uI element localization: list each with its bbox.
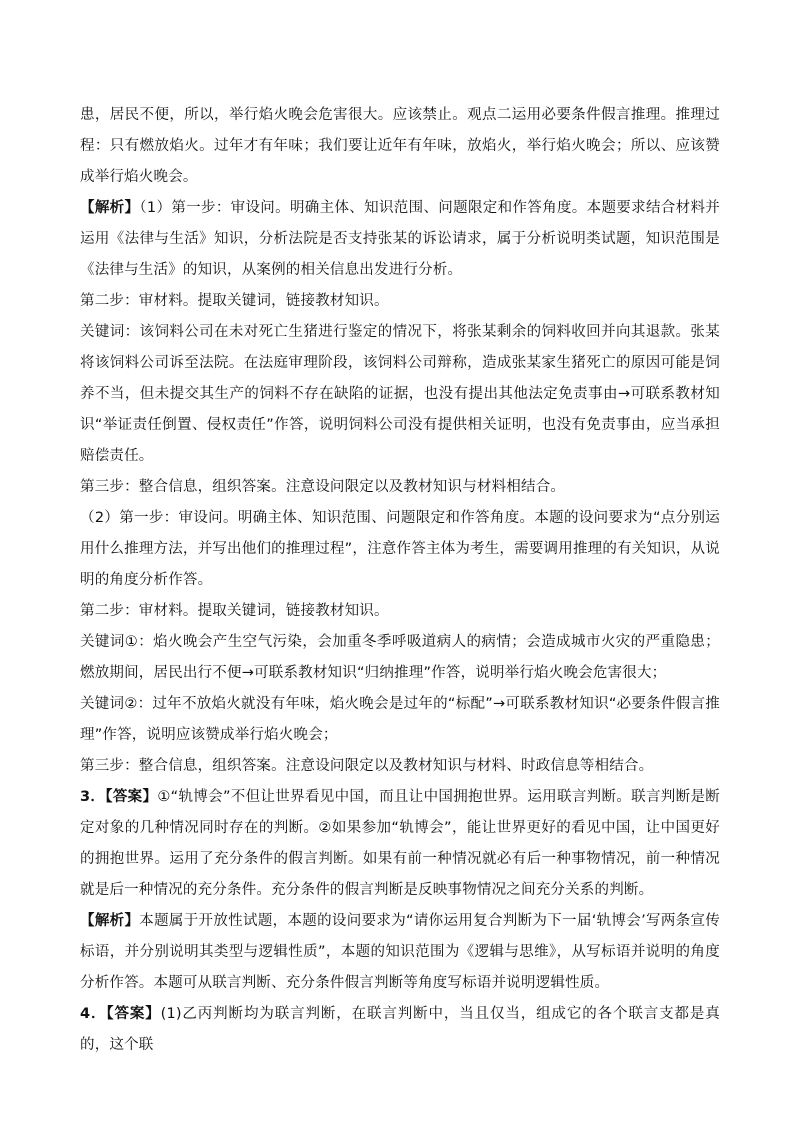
paragraph-12: 【解析】本题属于开放性试题，本题的设问要求为“请你运用复合判断为下一届‘轨博会’写两条宣传标语，并分别说明其类型与逻辑性质”，本题的知识范围为《逻辑与思维》，从写标语并说明的角度分析作答。本题可从联言判断、充分条件假言判断等角度写标语并说明逻辑性质。 bbox=[80, 913, 720, 991]
paragraph-8: 关键词①：焰火晚会产生空气污染，会加重冬季呼吸道病人的病情；会造成城市火灾的严重隐患；燃放期间，居民出行不便→可联系教材知识“归纳推理”作答，说明举行焰火晚会危害很大； bbox=[80, 634, 720, 681]
paragraph-4: 关键词：该饲料公司在未对死亡生猪进行鉴定的情况下，将张某剩余的饲料收回并向其退款。张某将该饲料公司诉至法院。在法庭审理阶段，该饲料公司辩称，造成张某家生猪死亡的原因可能是饲养不当，但未提交其生产的饲料不存在缺陷的证据，也没有提出其他法定免责事由→可联系教材知识“举证责任倒置、侵权责任”作答，说明饲料公司没有提供相关证明，也没有免责事由，应当承担赔偿责任。 bbox=[80, 324, 720, 464]
paragraph-1: 患，居民不便，所以，举行焰火晚会危害很大。应该禁止。观点二运用必要条件假言推理。推理过程：只有燃放焰火。过年才有年味；我们要让近年有年味，放焰火，举行焰火晚会；所以、应该赞成举行焰火晚会。 bbox=[80, 107, 720, 185]
paragraph-13: 4．【答案】(1)乙丙判断均为联言判断，在联言判断中，当且仅当，组成它的各个联言支都是真的，这个联 bbox=[80, 1006, 720, 1053]
paragraph-6: （2）第一步：审设问。明确主体、知识范围、问题限定和作答角度。本题的设问要求为“点分别运用什么推理方法，并写出他们的推理过程”，注意作答主体为考生，需要调用推理的有关知识，从说明的角度分析作答。 bbox=[80, 510, 720, 588]
paragraph-2: 【解析】（1）第一步：审设问。明确主体、知识范围、问题限定和作答角度。本题要求结合材料并运用《法律与生活》知识，分析法院是否支持张某的诉讼请求，属于分析说明类试题，知识范围是《法律与生活》的知识，从案例的相关信息出发进行分析。 bbox=[80, 200, 720, 278]
paragraph-10: 第三步：整合信息，组织答案。注意设问限定以及教材知识与材料、时政信息等相结合。 bbox=[80, 758, 654, 774]
answer-label: 4．【答案】 bbox=[80, 1006, 161, 1022]
section-label: 【解析】 bbox=[80, 913, 140, 929]
paragraph-11: 3．【答案】①“轨博会”不但让世界看见中国，而且让中国拥抱世界。运用联言判断。联言判断是断定对象的几种情况同时存在的判断。②如果参加“轨博会”，能让世界更好的看见中国，让中国更好的拥抱世界。运用了充分条件的假言判断。如果有前一种情况就必有后一种事物情况，前一种情况就是后一种情况的充分条件。充分条件的假言判断是反映事物情况之间充分关系的判断。 bbox=[80, 789, 720, 898]
document-body bbox=[80, 100, 720, 1061]
paragraph-9: 关键词②：过年不放焰火就没有年味，焰火晚会是过年的“标配”→可联系教材知识“必要条件假言推理”作答，说明应该赞成举行焰火晚会； bbox=[80, 696, 720, 743]
paragraph-7: 第二步：审材料。提取关键词，链接教材知识。 bbox=[80, 603, 389, 619]
section-label: 【解析】 bbox=[80, 200, 140, 216]
answer-label: 3．【答案】 bbox=[80, 789, 158, 805]
paragraph-5: 第三步：整合信息，组织答案。注意设问限定以及教材知识与材料相结合。 bbox=[80, 479, 566, 495]
paragraph-3: 第二步：审材料。提取关键词，链接教材知识。 bbox=[80, 293, 389, 309]
